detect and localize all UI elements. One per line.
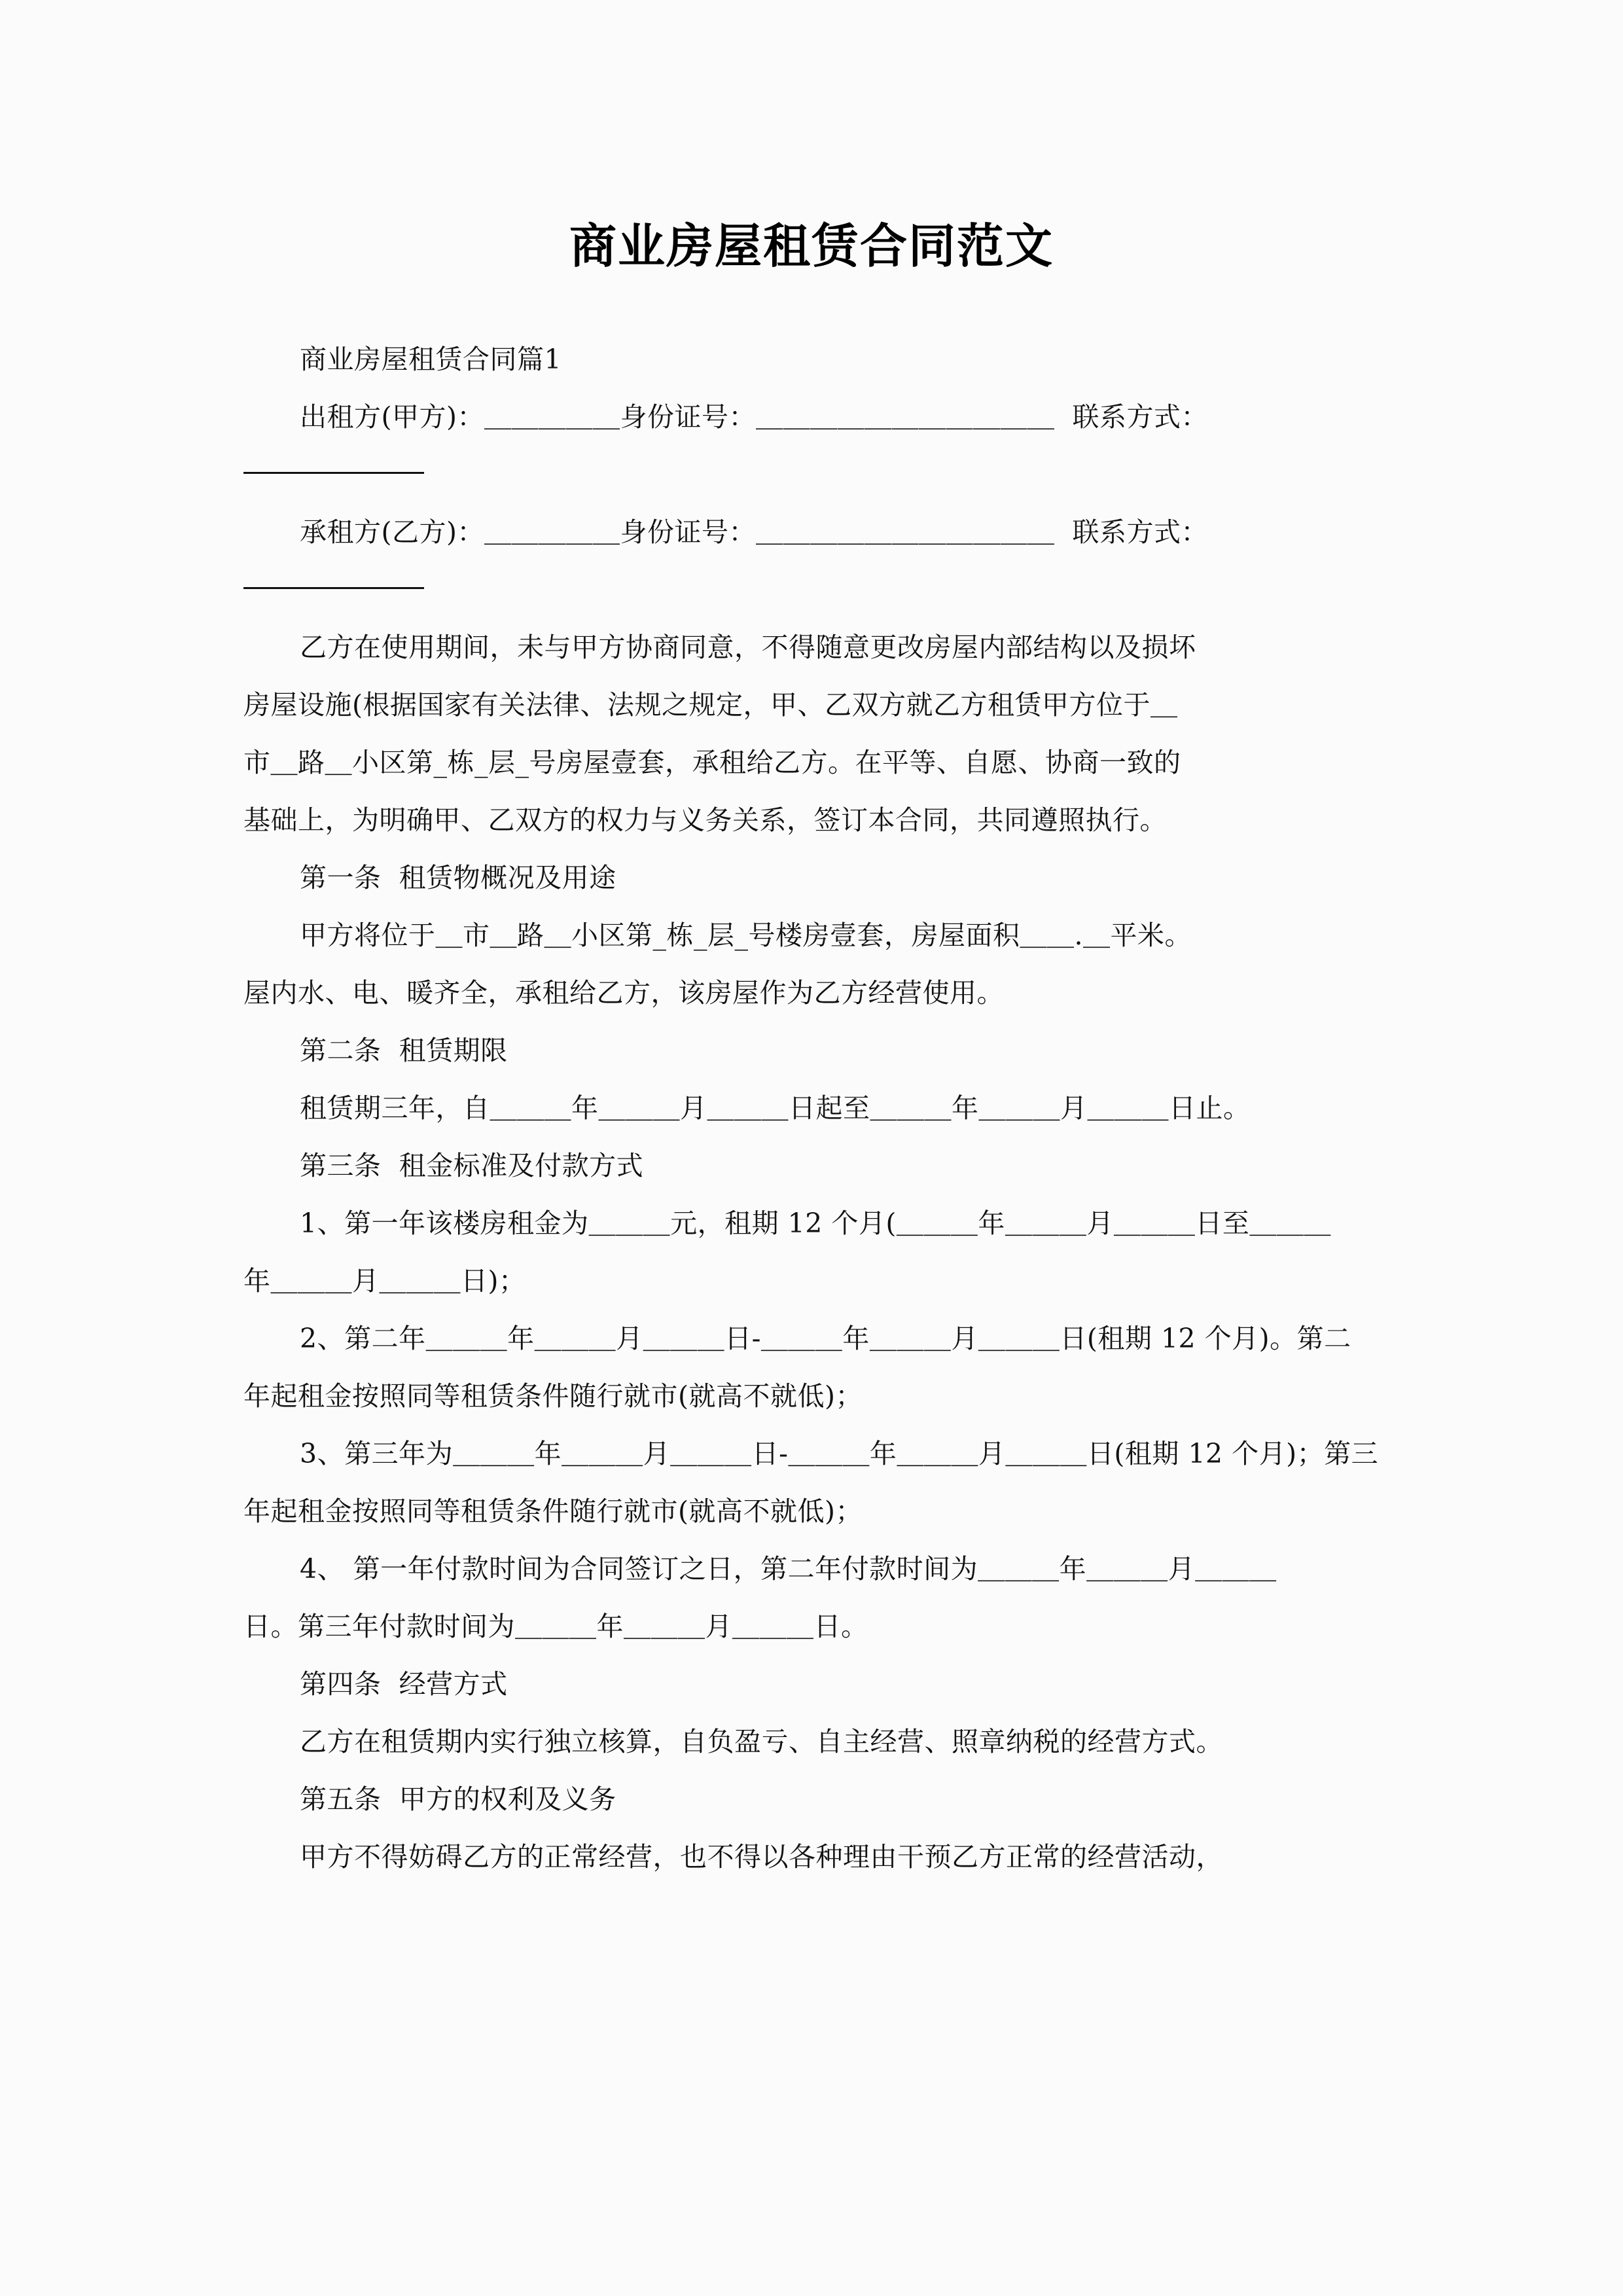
party-b-contact-rule-row	[243, 561, 1380, 619]
article-4-line-1: 乙方在租赁期内实行独立核算，自负盈亏、自主经营、照章纳税的经营方式。	[300, 1726, 1223, 1757]
article-3-item-1-line-2: 年＿＿＿月＿＿＿日)；	[243, 1265, 526, 1297]
article-2-heading: 第二条 租赁期限	[300, 1035, 508, 1066]
preamble-line-3: 市＿路＿小区第_栋_层_号房屋壹套，承租给乙方。在平等、自愿、协商一致的	[243, 747, 1181, 778]
article-3-item-2-line-1: 2、第二年＿＿＿年＿＿＿月＿＿＿日-＿＿＿年＿＿＿月＿＿＿日(租期 12 个月)。第二	[300, 1323, 1351, 1354]
party-b-contact-blank-rule	[243, 587, 424, 589]
section-label: 商业房屋租赁合同篇1	[300, 344, 562, 375]
article-1-line-2: 屋内水、电、暖齐全，承租给乙方，该房屋作为乙方经营使用。	[243, 977, 1004, 1009]
article-1-line-1: 甲方将位于＿市＿路＿小区第_栋_层_号楼房壹套，房屋面积＿＿.＿平米。	[300, 920, 1192, 951]
article-3-item-4-line-1: 4、 第一年付款时间为合同签订之日，第二年付款时间为＿＿＿年＿＿＿月＿＿＿	[300, 1553, 1277, 1585]
article-4-heading: 第四条 经营方式	[300, 1668, 508, 1700]
party-b-line: 承租方(乙方)：＿＿＿＿＿身份证号：＿＿＿＿＿＿＿＿＿＿＿ 联系方式：	[300, 516, 1209, 548]
party-a-line: 出租方(甲方)：＿＿＿＿＿身份证号：＿＿＿＿＿＿＿＿＿＿＿ 联系方式：	[300, 401, 1209, 433]
article-3-heading: 第三条 租金标准及付款方式	[300, 1150, 644, 1181]
article-1-heading: 第一条 租赁物概况及用途	[300, 862, 616, 893]
document-body	[243, 331, 1380, 1886]
party-a-contact-rule-row	[243, 446, 1380, 503]
article-2-line-1: 租赁期三年，自＿＿＿年＿＿＿月＿＿＿日起至＿＿＿年＿＿＿月＿＿＿日止。	[300, 1092, 1251, 1124]
article-3-item-4-line-2: 日。第三年付款时间为＿＿＿年＿＿＿月＿＿＿日。	[243, 1611, 868, 1642]
page-title: 商业房屋租赁合同范文	[569, 218, 1054, 274]
preamble-line-2: 房屋设施(根据国家有关法律、法规之规定，甲、乙双方就乙方租赁甲方位于＿	[243, 689, 1178, 721]
article-3-item-2-line-2: 年起租金按照同等租赁条件随行就市(就高不就低)；	[243, 1380, 863, 1412]
article-5-heading: 第五条 甲方的权利及义务	[300, 1784, 616, 1815]
article-3-item-3-line-2: 年起租金按照同等租赁条件随行就市(就高不就低)；	[243, 1496, 863, 1527]
preamble-line-1: 乙方在使用期间，未与甲方协商同意，不得随意更改房屋内部结构以及损坏	[300, 632, 1196, 663]
party-a-contact-blank-rule	[243, 472, 424, 474]
preamble-line-4: 基础上，为明确甲、乙双方的权力与义务关系，签订本合同，共同遵照执行。	[243, 804, 1167, 836]
article-3-item-1-line-1: 1、第一年该楼房租金为＿＿＿元，租期 12 个月(＿＿＿年＿＿＿月＿＿＿日至＿＿＿	[300, 1208, 1331, 1239]
article-5-line-1: 甲方不得妨碍乙方的正常经营，也不得以各种理由干预乙方正常的经营活动，	[300, 1841, 1223, 1873]
article-3-item-3-line-1: 3、第三年为＿＿＿年＿＿＿月＿＿＿日-＿＿＿年＿＿＿月＿＿＿日(租期 12 个月)；第三	[300, 1438, 1379, 1469]
